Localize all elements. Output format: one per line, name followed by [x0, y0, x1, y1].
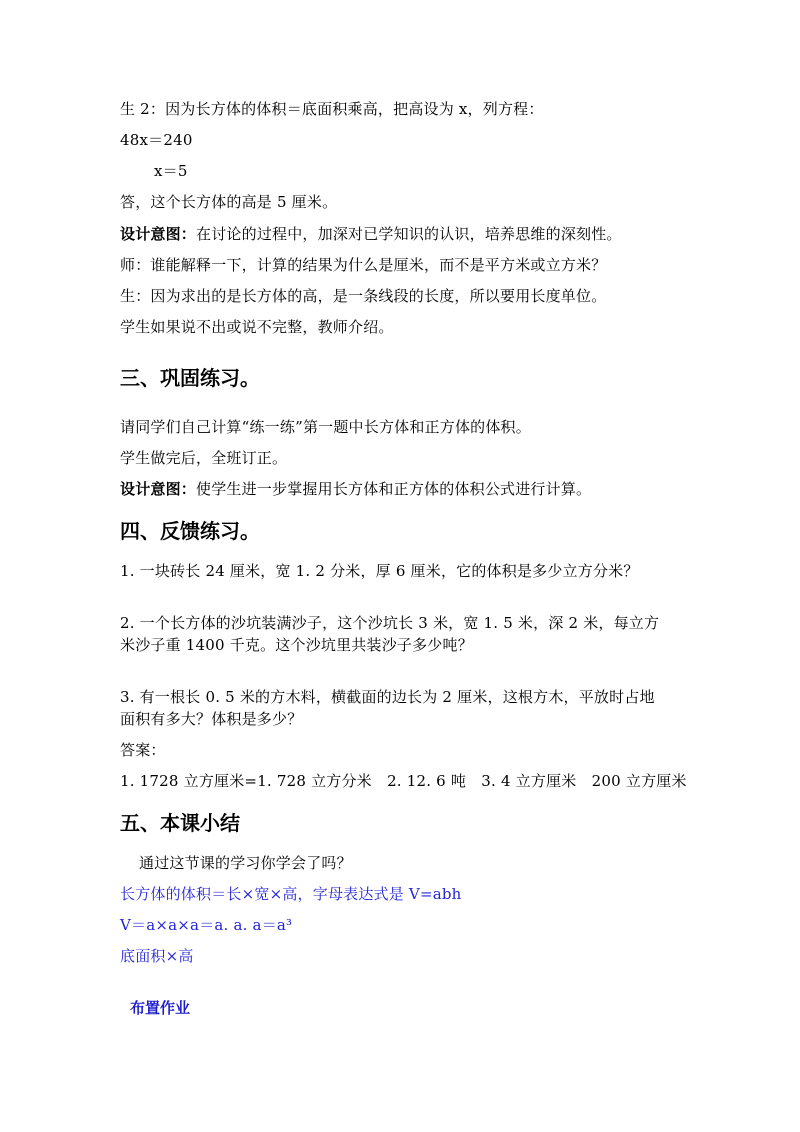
teacher-question: 师：谁能解释一下，计算的结果为什么是厘米，而不是平方米或立方米？ [120, 256, 607, 274]
design-intent-label: 设计意图： [120, 225, 197, 243]
summary-intro: 通过这节课的学习你学会了吗？ [139, 854, 352, 872]
homework-heading: 布置作业 [130, 999, 191, 1017]
answer-line: 答，这个长方体的高是 5 厘米。 [120, 193, 338, 211]
practice-instruction: 请同学们自己计算“练一练”第一题中长方体和正方体的体积。 [120, 418, 531, 436]
design-intent-label: 设计意图： [120, 480, 197, 498]
exercise-question: 2. 一个长方体的沙坑装满沙子，这个沙坑长 3 米，宽 1. 5 米，深 2 米，每立方 [120, 614, 660, 632]
design-intent-line [120, 224, 622, 244]
design-intent-text: 使学生进一步掌握用长方体和正方体的体积公式进行计算。 [196, 480, 592, 498]
equation-result: x＝5 [154, 162, 188, 180]
section-heading: 五、本课小结 [120, 811, 240, 835]
teacher-note: 学生如果说不出或说不完整，教师介绍。 [120, 318, 394, 336]
formula-line: 长方体的体积＝长×宽×高，字母表达式是 V=abh [120, 885, 462, 903]
exercise-question: 1. 一块砖长 24 厘米，宽 1. 2 分米，厚 6 厘米，它的体积是多少立方分米？ [120, 562, 639, 580]
student-answer: 生：因为求出的是长方体的高，是一条线段的长度，所以要用长度单位。 [120, 287, 607, 305]
design-intent-line [120, 479, 591, 499]
formula-line: V＝a×a×a＝a. a. a＝a³ [120, 916, 293, 934]
solution-line: 生 2：因为长方体的体积＝底面积乘高，把高设为 x，列方程： [120, 100, 544, 118]
equation-line: 48x＝240 [120, 131, 193, 149]
section-heading: 三、巩固练习。 [120, 366, 260, 390]
practice-followup: 学生做完后，全班订正。 [120, 449, 288, 467]
answer-text: 1. 1728 立方厘米=1. 728 立方分米 2. 12. 6 吨 3. 4 立方厘米 200 立方厘米 [120, 772, 687, 790]
exercise-question-cont: 面积有多大？体积是多少？ [120, 710, 303, 728]
exercise-question-cont: 米沙子重 1400 千克。这个沙坑里共装沙子多少吨？ [120, 636, 473, 654]
section-heading: 四、反馈练习。 [120, 519, 260, 543]
answer-label: 答案： [120, 741, 166, 759]
design-intent-text: 在讨论的过程中，加深对已学知识的认识，培养思维的深刻性。 [196, 225, 622, 243]
exercise-question: 3. 有一根长 0. 5 米的方木料，横截面的边长为 2 厘米，这根方木，平放时占地 [120, 688, 655, 706]
formula-line: 底面积×高 [120, 947, 194, 965]
